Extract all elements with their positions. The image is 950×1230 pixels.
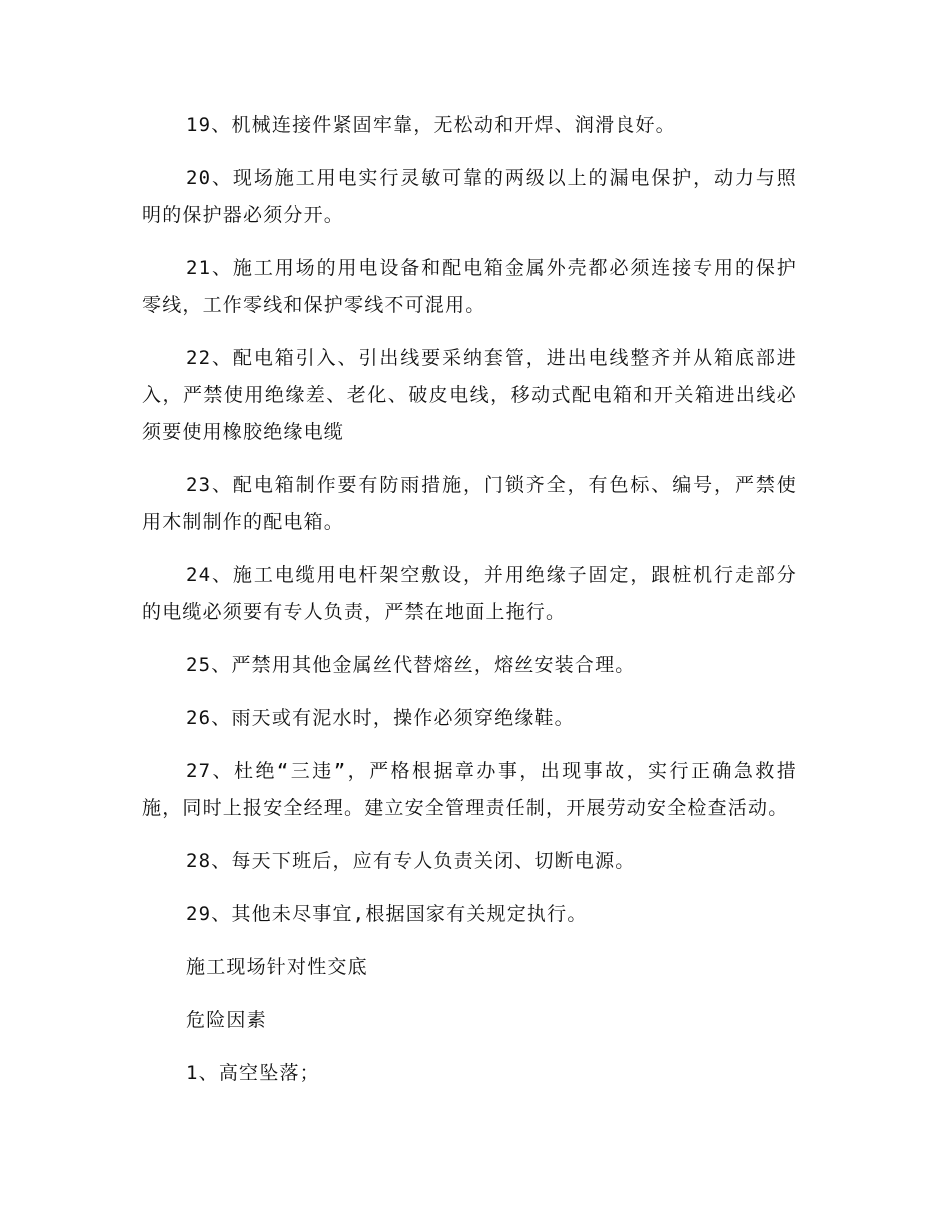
paragraph-item-21: 21、施工用场的用电设备和配电箱金属外壳都必须连接专用的保护零线，工作零线和保护零线不可混用。 [142,257,797,316]
paragraph-item-26: 26、雨天或有泥水时，操作必须穿绝缘鞋。 [186,707,575,729]
paragraph-item-22: 22、配电箱引入、引出线要采纳套管，进出电线整齐并从箱底部进入，严禁使用绝缘差、老化、破皮电线，移动式配电箱和开关箱进出线必须要使用橡胶绝缘电缆 [142,347,797,443]
paragraph-item-29: 29、其他未尽事宜,根据国家有关规定执行。 [186,903,588,925]
document-body [142,107,797,1108]
paragraph-item-25: 25、严禁用其他金属丝代替熔丝，熔丝安装合理。 [186,654,636,676]
paragraph-item-23: 23、配电箱制作要有防雨措施，门锁齐全，有色标、编号，严禁使用木制制作的配电箱。 [142,474,797,533]
paragraph-item-24: 24、施工电缆用电杆架空敷设，并用绝缘子固定，跟桩机行走部分的电缆必须要有专人负责，严禁在地面上拖行。 [142,564,797,623]
section-heading-hazards: 危险因素 [186,1009,267,1031]
section-heading-site-briefing: 施工现场针对性交底 [186,956,368,978]
paragraph-item-27: 27、杜绝“三违”，严格根据章办事，出现事故，实行正确急救措施，同时上报安全经理。建立安全管理责任制，开展劳动安全检查活动。 [142,760,797,819]
hazard-item-1: 1、高空坠落； [186,1062,320,1084]
paragraph-item-20: 20、现场施工用电实行灵敏可靠的两级以上的漏电保护，动力与照明的保护器必须分开。 [142,167,797,226]
paragraph-item-28: 28、每天下班后，应有专人负责关闭、切断电源。 [186,850,636,872]
paragraph-item-19: 19、机械连接件紧固牢靠，无松动和开焊、润滑良好。 [186,114,676,136]
